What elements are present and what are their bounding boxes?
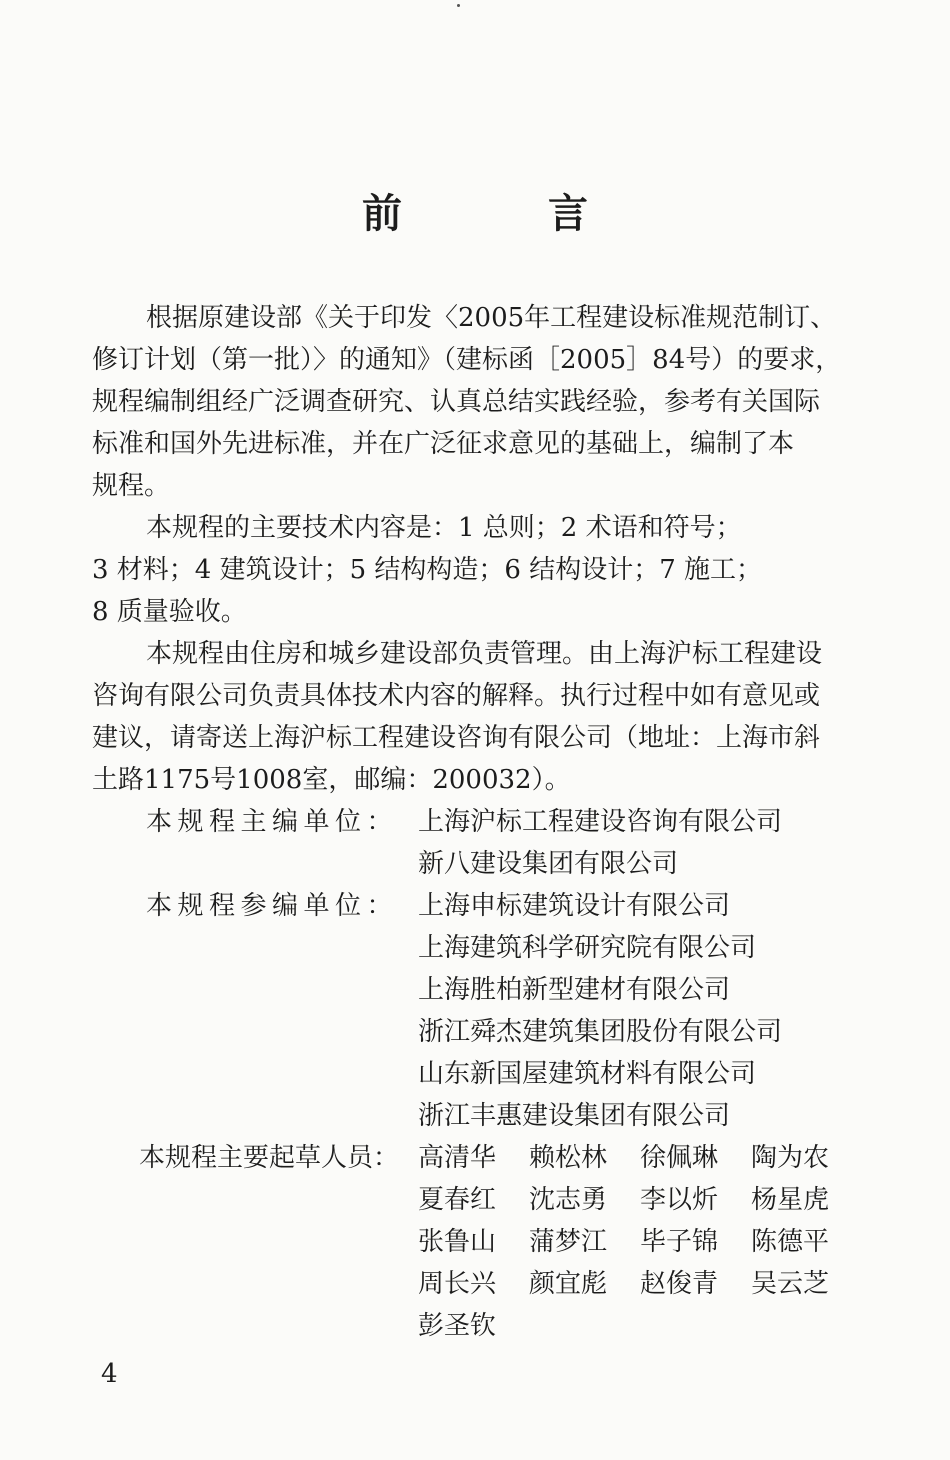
drafter-name: 徐佩琳 xyxy=(640,1143,719,1173)
paragraph-management xyxy=(92,633,874,801)
participating-unit: 浙江丰惠建设集团有限公司 xyxy=(418,1101,731,1131)
drafter-name: 陈德平 xyxy=(751,1227,830,1257)
drafters-label: 本规程主要起草人员： xyxy=(139,1143,400,1173)
drafter-name: 赵俊青 xyxy=(640,1269,719,1299)
drafter-name: 彭圣钦 xyxy=(418,1311,497,1341)
text-line: 本规程的主要技术内容是：1 总则；2 术语和符号； xyxy=(146,513,742,543)
drafter-name: 沈志勇 xyxy=(529,1185,608,1215)
text-line: 土路1175号1008室，邮编：200032）。 xyxy=(92,765,571,795)
page-number: 4 xyxy=(101,1359,118,1389)
drafter-name: 颜宜彪 xyxy=(529,1269,608,1299)
scan-speck xyxy=(457,4,460,7)
paragraph-background xyxy=(92,297,874,507)
text-line: 咨询有限公司负责具体技术内容的解释。执行过程中如有意见或 xyxy=(92,681,821,711)
page-title: 前 言 xyxy=(362,190,654,237)
text-line: 3 材料；4 建筑设计；5 结构构造；6 结构设计；7 施工； xyxy=(92,555,763,585)
preface-body xyxy=(92,297,874,801)
text-line: 8 质量验收。 xyxy=(92,597,247,627)
chief-editor-unit: 上海沪标工程建设咨询有限公司 xyxy=(418,807,783,837)
text-line: 规程。 xyxy=(92,471,171,501)
drafter-name: 张鲁山 xyxy=(418,1227,497,1257)
participating-label: 本规程参编单位： xyxy=(146,891,399,921)
paragraph-contents xyxy=(92,507,874,633)
participating-unit: 上海申标建筑设计有限公司 xyxy=(418,891,731,921)
chief-editor-unit: 新八建设集团有限公司 xyxy=(418,849,679,879)
participating-units xyxy=(146,885,782,1137)
text-line: 修订计划（第一批）〉的通知》（建标函［2005］84号）的要求， xyxy=(92,345,842,375)
drafters-section xyxy=(139,1137,862,1347)
text-line: 建议，请寄送上海沪标工程建设咨询有限公司（地址：上海市斜 xyxy=(92,723,821,753)
drafter-name: 夏春红 xyxy=(418,1185,497,1215)
text-line: 本规程由住房和城乡建设部负责管理。由上海沪标工程建设 xyxy=(146,639,823,669)
drafter-name: 吴云芝 xyxy=(751,1269,830,1299)
drafter-name: 李以炘 xyxy=(640,1185,719,1215)
drafter-name: 毕子锦 xyxy=(640,1227,719,1257)
participating-unit: 浙江舜杰建筑集团股份有限公司 xyxy=(418,1017,783,1047)
drafter-name: 赖松林 xyxy=(529,1143,608,1173)
text-line: 标准和国外先进标准，并在广泛征求意见的基础上，编制了本 xyxy=(92,429,795,459)
drafters-names xyxy=(418,1137,862,1347)
chief-editor-label: 本规程主编单位： xyxy=(146,807,399,837)
drafter-name: 高清华 xyxy=(418,1143,497,1173)
participating-unit: 山东新国屋建筑材料有限公司 xyxy=(418,1059,757,1089)
drafter-name: 蒲梦江 xyxy=(529,1227,608,1257)
drafter-name: 周长兴 xyxy=(418,1269,497,1299)
text-line: 根据原建设部《关于印发〈2005年工程建设标准规范制订、 xyxy=(146,303,837,333)
drafter-name: 陶为农 xyxy=(751,1143,830,1173)
chief-editor-units xyxy=(146,801,782,885)
participating-unit: 上海建筑科学研究院有限公司 xyxy=(418,933,757,963)
participating-unit: 上海胜柏新型建材有限公司 xyxy=(418,975,731,1005)
text-line: 规程编制组经广泛调查研究、认真总结实践经验，参考有关国际 xyxy=(92,387,821,417)
drafter-name: 杨星虎 xyxy=(751,1185,830,1215)
